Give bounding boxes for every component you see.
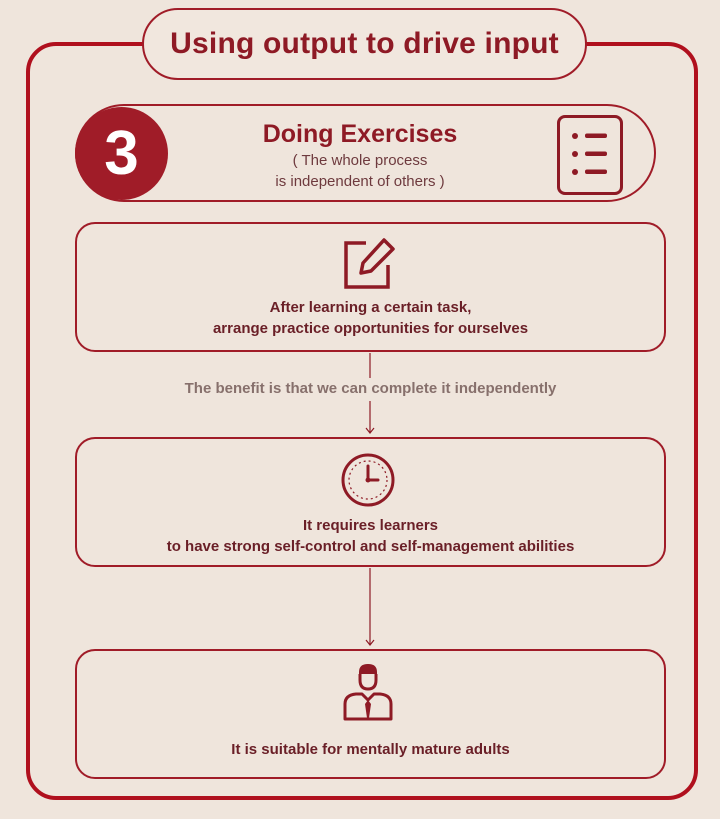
person-icon <box>340 662 396 722</box>
step-number: 3 <box>75 107 168 200</box>
step-2-line2: to have strong self-control and self-management abilities <box>166 538 575 555</box>
header-subtitle-line2: is independent of others ) <box>275 173 445 190</box>
step-3-line1: It is suitable for mentally mature adults <box>231 741 510 758</box>
clock-icon <box>339 451 397 509</box>
step-1-line2: arrange practice opportunities for ourselves <box>212 320 529 337</box>
edit-icon <box>340 237 396 293</box>
step-1-text <box>75 297 666 339</box>
step-1-line1: After learning a certain task, <box>269 299 472 316</box>
step-2-line1: It requires learners <box>302 517 439 534</box>
page-title: Using output to drive input <box>142 8 587 80</box>
benefit-label: The benefit is that we can complete it independently <box>75 379 666 399</box>
step-2-text <box>75 515 666 557</box>
header-title: Doing Exercises <box>262 120 458 148</box>
step-3-text <box>75 739 666 760</box>
header-subtitle-line1: ( The whole process <box>292 152 428 169</box>
